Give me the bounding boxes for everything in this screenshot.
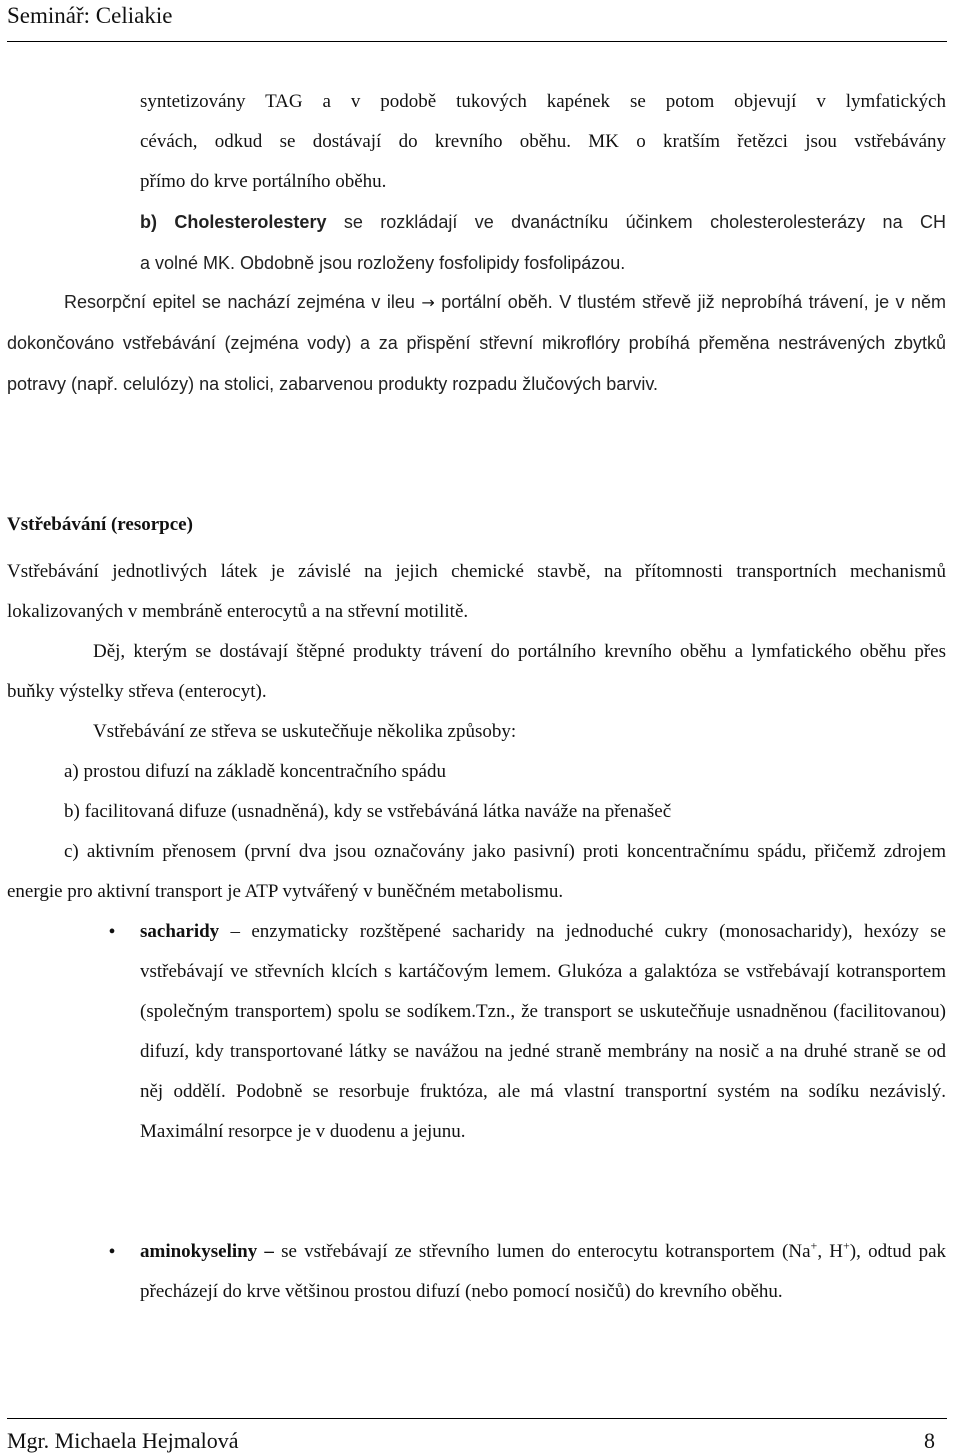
- intro-line-2: cévách, odkud se dostávají do krevního oběhu. MK o kratším řetězci jsou vstřebávány: [140, 131, 946, 152]
- intro-cholesterol-line: [140, 202, 946, 243]
- section-paragraph-2: Děj, kterým se dostávají štěpné produkty trávení do portálního krevního oběhu a lymfatického oběhu přes buňky výstelky střeva (enterocyt).: [7, 641, 946, 702]
- absorption-way-c: c) aktivním přenosem (první dva jsou označovány jako pasivní) proti koncentračnímu spádu, přičemž zdrojem energie pro aktivní transport je ATP vytvářený v buněčném metabolismu.: [7, 841, 946, 902]
- intro-cholesterol-line-2: a volné MK. Obdobně jsou rozloženy fosfolipidy fosfolipázou.: [140, 253, 626, 273]
- superscript-plus: +: [810, 1238, 818, 1253]
- aminokyseliny-term: aminokyseliny: [140, 1241, 258, 1262]
- aminokyseliny-dash: –: [257, 1241, 282, 1262]
- resorption-text-1: Resorpční epitel se nachází zejména v ileu: [64, 292, 422, 312]
- footer-author: Mgr. Michaela Hejmalová: [7, 1428, 239, 1453]
- list-item-aminokyseliny: [140, 1232, 946, 1312]
- absorption-way-a: a) prostou difuzí na základě koncentračního spádu: [64, 761, 446, 782]
- header-title: Seminář: Celiakie: [7, 3, 173, 28]
- absorption-way-b: b) facilitovaná difuze (usnadněná), kdy se vstřebáváná látka naváže na přenašeč: [64, 801, 672, 822]
- bullet-icon: •: [108, 921, 116, 943]
- aminokyseliny-text-a: se vstřebávají ze střevního lumen do enterocytu kotransportem (Na: [281, 1241, 811, 1262]
- list-item-sacharidy: [140, 912, 946, 1152]
- arrow-right-icon: →: [421, 293, 435, 312]
- page-header: [7, 0, 947, 42]
- section-title: Vstřebávání (resorpce): [7, 514, 193, 535]
- section-paragraph-1: Vstřebávání jednotlivých látek je závislé na jejich chemické stavbě, na přítomnosti transportních mechanismů lokalizovaných v membráně enterocytů a na střevní motilitě.: [7, 561, 946, 622]
- sacharidy-term: sacharidy: [140, 921, 220, 942]
- resorption-text-2: portální oběh.: [434, 292, 553, 312]
- aminokyseliny-text-c: ), odtud pak přecházejí do krve většinou prostou difuzí (nebo pomocí nosičů) do krevního oběhu.: [140, 1241, 946, 1302]
- intro-line-1: syntetizovány TAG a v podobě tukových kapének se potom objevují v lymfatických: [140, 91, 946, 112]
- bullet-icon: •: [108, 1241, 116, 1263]
- aminokyseliny-text-b: , H: [817, 1241, 843, 1262]
- resorption-text-3: V tlustém střevě již neprobíhá trávení, je v něm dokončováno vstřebávání (zejména vody) a za přispění střevní mikroflóry probíhá přeměna nestrávených zbytků potravy (např. celulózy) na stolici, zabarvenou produkty rozpadu žlučových barviv.: [7, 292, 947, 394]
- intro-paragraph: [140, 82, 946, 283]
- intro-line-3: přímo do krve portálního oběhu.: [140, 171, 387, 192]
- page-footer: [7, 1418, 947, 1455]
- cholesterol-text: se rozkládají ve dvanáctníku účinkem cholesterolesterázy na CH: [326, 212, 946, 232]
- resorption-paragraph: [7, 282, 946, 405]
- section-paragraph-3: Vstřebávání ze střeva se uskutečňuje několika způsoby:: [93, 721, 517, 742]
- superscript-plus: +: [843, 1238, 850, 1253]
- page-number: 8: [924, 1428, 935, 1453]
- sacharidy-text: – enzymaticky rozštěpené sacharidy na jednoduché cukry (monosacharidy), hexózy se vstřebávají ve střevních klcích s kartáčovým lemem. Glukóza a galaktóza se vstřebávají kotransportem (společným transportem) spolu se sodíkem.Tzn., že transport se uskutečňuje usnadněnou (facilitovanou) difuzí, kdy transportované látky se navážou na jedné straně membrány na nosič a na druhé straně se od něj oddělí. Podobně se resorbuje fruktóza, ale má vlastní transportní systém na sodíku nezávislý. Maximální resorpce je v duodenu a jejunu.: [140, 921, 946, 1142]
- cholesterol-label: b) Cholesterolestery: [140, 212, 327, 232]
